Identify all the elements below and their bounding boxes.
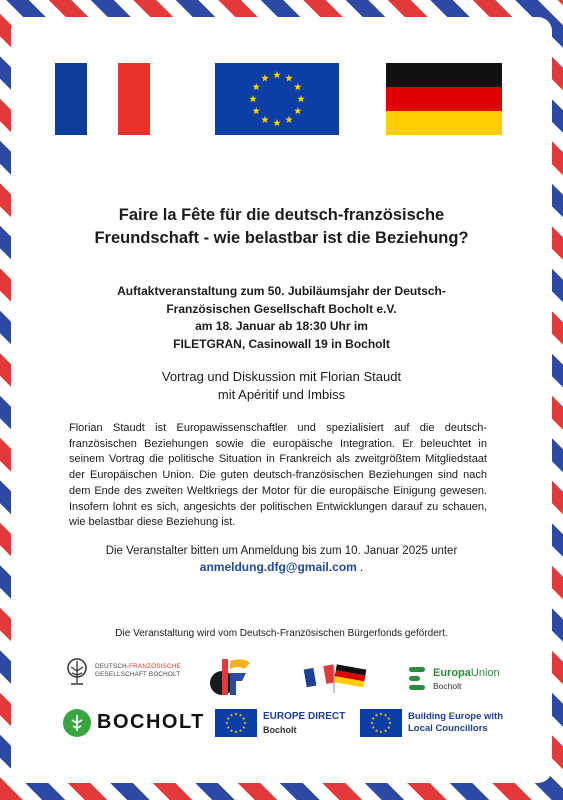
eu-star-icon	[379, 712, 382, 715]
event-details	[11, 283, 552, 353]
eu-star-icon	[372, 717, 375, 720]
germany-flag	[386, 63, 502, 135]
talk-line-1: Vortrag und Diskussion mit Florian Staudt	[161, 369, 402, 384]
eu-star-icon	[294, 107, 302, 114]
crossed-flags-logo	[301, 662, 371, 692]
eu-star-icon	[273, 71, 281, 78]
eu-star-icon	[252, 107, 260, 114]
eu-star-icon	[242, 717, 245, 720]
europe-direct-sub: Bocholt	[263, 725, 297, 735]
eu-star-icon	[225, 721, 228, 724]
eu-star-icon	[239, 729, 242, 732]
eu-star-icon	[227, 717, 230, 720]
crossed-flags-icon	[301, 662, 371, 694]
europa-union-logo	[407, 664, 507, 694]
df-logo	[208, 653, 254, 699]
eu-star-icon	[273, 119, 281, 126]
eu-star-icon	[230, 714, 233, 717]
eu-star-icon	[388, 721, 391, 724]
europe-direct-logo	[215, 709, 355, 739]
bocholt-text: BOCHOLT	[97, 711, 205, 733]
eu-stars-icon	[215, 63, 339, 135]
eu-star-icon	[285, 116, 293, 123]
europa-text-bold: Europa	[433, 667, 471, 679]
europe-direct-text: EUROPE DIRECT	[263, 711, 346, 722]
talk-info	[11, 368, 552, 404]
eu-star-icon	[234, 712, 237, 715]
eu-flag	[215, 63, 339, 135]
bocholt-logo	[63, 709, 203, 739]
eu-star-icon	[294, 83, 302, 90]
eu-star-icon	[261, 74, 269, 81]
talk-line-2: mit Apéritif und Imbiss	[217, 387, 346, 402]
dfg-text-1b: FRANZÖSISCHE	[129, 663, 181, 670]
registration-suffix: .	[356, 562, 364, 574]
dfg-logo	[63, 657, 193, 687]
tree-icon	[63, 657, 91, 687]
eu-star-icon	[285, 74, 293, 81]
sponsor-note: Die Veranstaltung wird vom Deutsch-Französischen Bürgerfonds gefördert.	[115, 628, 448, 639]
building-europe-logo	[360, 709, 510, 739]
eu-star-icon	[375, 729, 378, 732]
eu-star-icon	[243, 721, 246, 724]
registration-note	[11, 543, 552, 576]
df-mark-icon	[208, 653, 254, 699]
eu-star-icon	[252, 83, 260, 90]
eu-star-icon	[261, 116, 269, 123]
eu-star-icon	[372, 726, 375, 729]
event-line-2: Französischen Gesellschaft Bocholt e.V.	[166, 301, 397, 316]
france-flag	[55, 63, 150, 135]
eu-mini-flag-icon	[215, 709, 257, 737]
building-europe-text-1: Building Europe with	[408, 711, 503, 722]
eu-star-icon	[239, 714, 242, 717]
eu-star-icon	[297, 95, 305, 102]
eu-star-icon	[234, 730, 237, 733]
description-paragraph: Florian Staudt ist Europawissenschaftler und spezialisiert auf die deutsch-französischen Beziehungen sowie die europäische Integration. Er beleuchtet in seinem Vortrag die politische Situation in Frankreich als zweitgrößtem Mitgliedstaat der Europäischen Union. Die guten deutsch-französischen Beziehungen sind nach dem Ende des zweiten Weltkriegs der Motor für die europäische Einigung gewesen. Insofern lohnt es sich, angesichts der politischen Entwicklungen darauf zu schauen, wie belastbar diese Beziehung ist.	[69, 422, 487, 529]
dfg-text-2: GESELLSCHAFT BOCHOLT	[95, 671, 181, 678]
eu-star-icon	[230, 729, 233, 732]
eu-mini-flag-icon	[360, 709, 402, 737]
event-line-4: FILETGRAN, Casinowall 19 in Bocholt	[173, 336, 390, 351]
dfg-text-1a: DEUTSCH-	[95, 663, 130, 670]
eu-star-icon	[249, 95, 257, 102]
europa-text-sub: Bocholt	[433, 681, 462, 691]
event-line-1: Auftaktveranstaltung zum 50. Jubiläumsjahr der Deutsch-	[117, 284, 446, 298]
eu-star-icon	[379, 730, 382, 733]
eu-star-icon	[387, 726, 390, 729]
eu-star-icon	[227, 726, 230, 729]
europa-text-rest: Union	[470, 667, 500, 679]
email-link[interactable]: anmeldung.dfg@gmail.com	[199, 560, 357, 574]
building-europe-text-2: Local Councillors	[408, 722, 488, 734]
poster-card	[11, 17, 552, 783]
eu-star-icon	[242, 726, 245, 729]
eu-star-icon	[384, 714, 387, 717]
eu-star-icon	[384, 729, 387, 732]
eu-star-icon	[370, 721, 373, 724]
event-line-3: am 18. Januar ab 18:30 Uhr im	[195, 319, 368, 333]
title-line-1: Faire la Fête für die deutsch-französische	[118, 206, 445, 224]
registration-text: Die Veranstalter bitten um Anmeldung bis zum 10. Januar 2025 unter	[105, 545, 458, 557]
europa-union-icon	[407, 666, 429, 692]
page-title	[11, 204, 552, 250]
title-line-2: Freundschaft - wie belastbar ist die Beziehung?	[94, 229, 469, 247]
bocholt-emblem-icon	[63, 709, 91, 737]
eu-star-icon	[387, 717, 390, 720]
eu-star-icon	[375, 714, 378, 717]
